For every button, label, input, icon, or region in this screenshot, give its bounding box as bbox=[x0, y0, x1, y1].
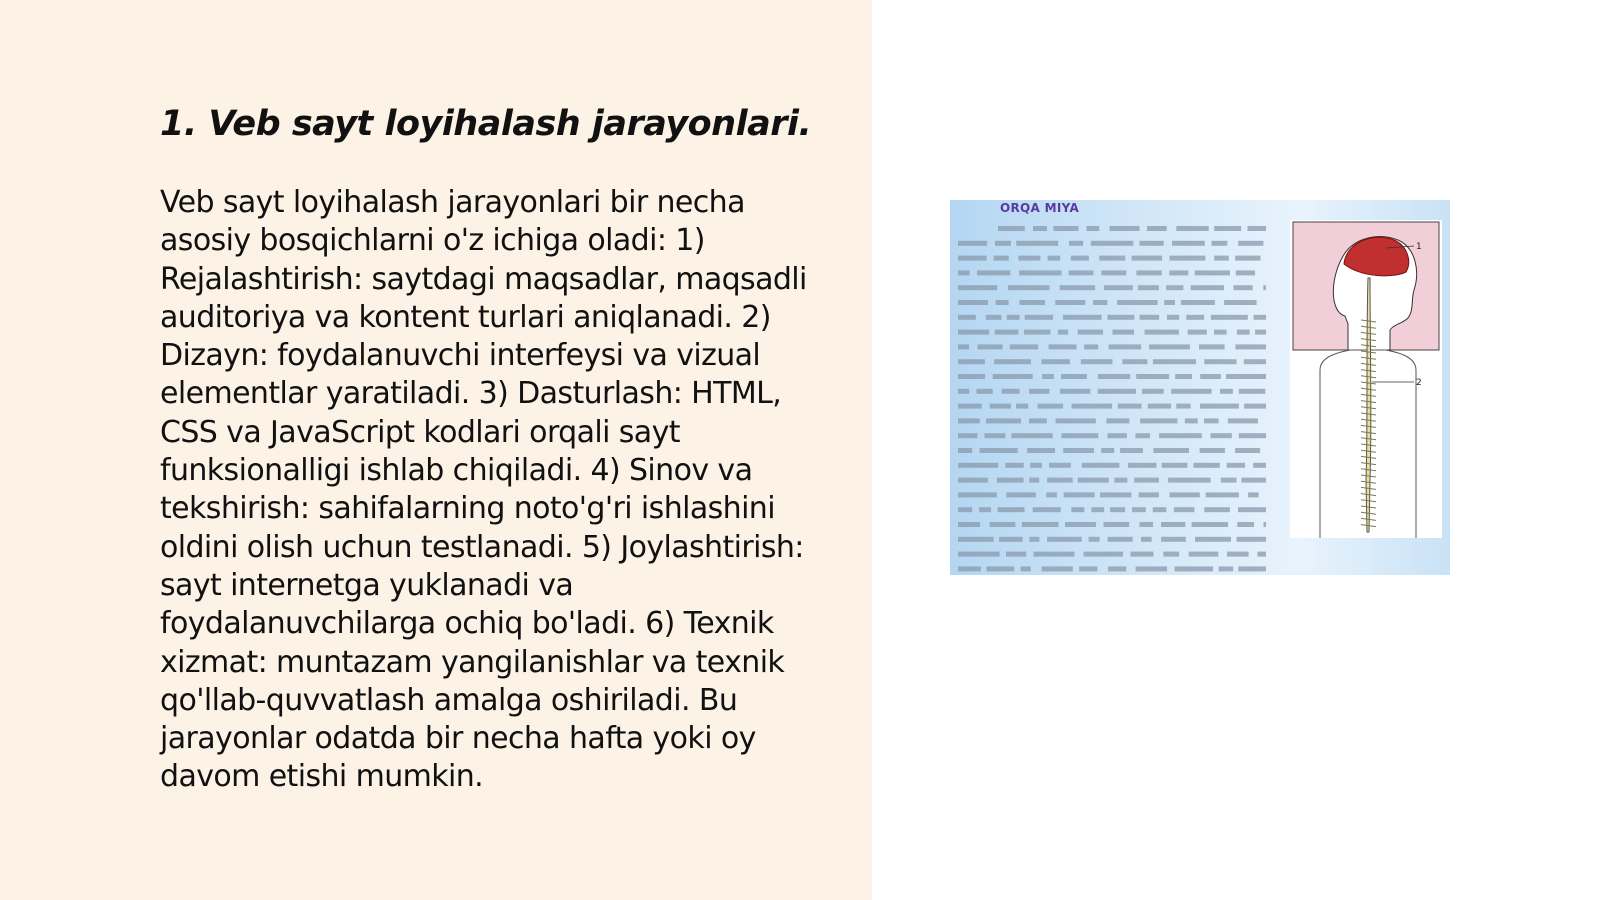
figure-heading: ORQA MIYA bbox=[1000, 201, 1080, 215]
figure-text-line bbox=[958, 270, 1255, 275]
spinal-cord-illustration bbox=[1290, 220, 1442, 538]
figure-text-line bbox=[958, 359, 1266, 364]
figure-text-line bbox=[958, 566, 1266, 571]
figure-text-line bbox=[958, 256, 1261, 261]
slide-body-text: Veb sayt loyihalash jarayonlari bir necha asosiy bosqichlarni o'z ichiga oladi: 1) Rejalashtirish: saytdagi maqsadlar, maqsadli auditoriya va kontent turlari aniqlanadi. 2) Dizayn: foydalanuvchi interfeysi va vizual elementlar yaratiladi. 3) Dasturlash: HTML, CSS va JavaScript kodlari orqali sayt funksionalligi ishlab chiqiladi. 4) Sinov va tekshirish: sahifalarning noto'g'ri ishlashini oldini olish uchun testlanadi. 5) Joylashtirish: sayt internetga yuklanadi va foydalanuvchilarga ochiq bo'ladi. 6) Texnik xizmat: muntazam yangilanishlar va texnik qo'llab-quvvatlash amalga oshiriladi. Bu jarayonlar odatda bir necha hafta yoki oy davom etishi mumkin. bbox=[160, 185, 807, 795]
figure-text-line bbox=[958, 344, 1266, 349]
figure-text-line bbox=[958, 315, 1266, 320]
figure-text-line bbox=[998, 226, 1266, 231]
label-2: 2 bbox=[1416, 378, 1422, 388]
figure-text-line bbox=[958, 448, 1260, 453]
figure-text-line bbox=[958, 537, 1266, 542]
figure-text-line bbox=[958, 389, 1265, 394]
figure-text-line bbox=[958, 300, 1257, 305]
figure-text-line bbox=[958, 552, 1266, 557]
slide-title: 1. Veb sayt loyihalash jarayonlari. bbox=[160, 104, 812, 144]
figure-text-line bbox=[958, 492, 1259, 497]
textbook-figure bbox=[950, 200, 1450, 575]
figure-text-line bbox=[958, 522, 1266, 527]
figure-text-line bbox=[958, 285, 1266, 290]
figure-text-line bbox=[958, 463, 1266, 468]
figure-text-line bbox=[958, 374, 1266, 379]
figure-text-line bbox=[958, 404, 1266, 409]
figure-text-block bbox=[958, 222, 1270, 574]
figure-text-line bbox=[958, 241, 1263, 246]
figure-text-line bbox=[958, 478, 1266, 483]
figure-text-line bbox=[958, 507, 1266, 512]
label-1: 1 bbox=[1416, 242, 1422, 252]
figure-text-line bbox=[958, 418, 1258, 423]
figure-text-line bbox=[958, 433, 1266, 438]
figure-text-line bbox=[958, 330, 1266, 335]
